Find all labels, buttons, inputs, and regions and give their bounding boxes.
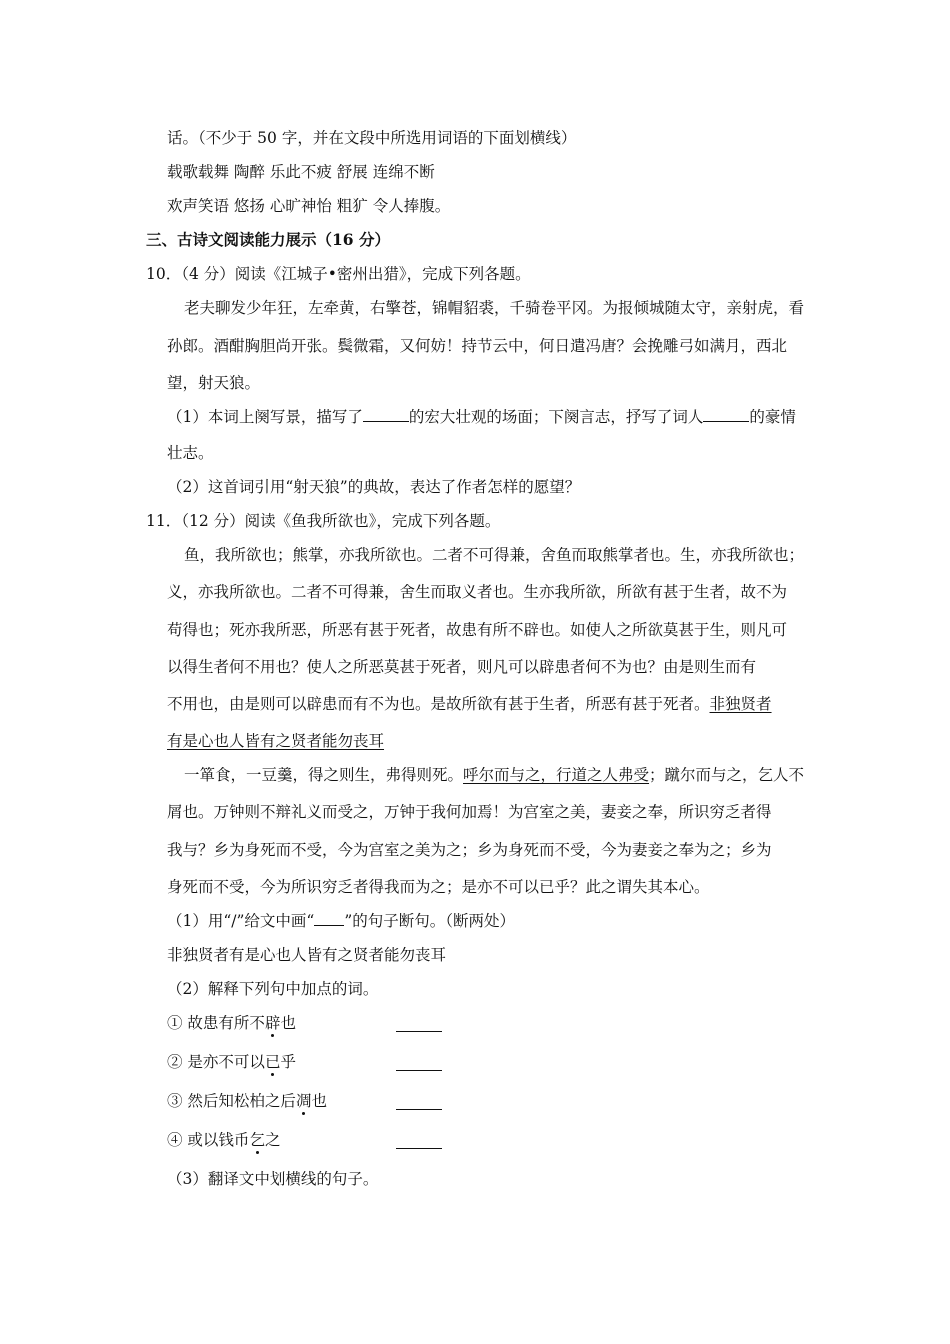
item-text: 之 [264,1131,281,1149]
q11-p2-line-1-b: ；蹴尔而与之，乞人不 [649,766,805,784]
q10-poem-line-2: 孙郎。酒酣胸胆尚开张。鬓微霜，又何妨！持节云中，何日遣冯唐？会挽雕弓如满月，西北 [167,337,788,355]
q11-sub1-part-a: （1）用“/”给文中画“ [167,912,315,930]
q11-header: 11．（12 分）阅读《鱼我所欲也》，完成下列各题。 [146,512,501,530]
q11-item-3 [167,1091,327,1111]
q11-p1-line-3: 苟得也；死亦我所恶，所恶有甚于死者，故患有所不辟也。如使人之所欲莫甚于生，则凡可 [167,621,788,639]
item-text: ③ 然后知松柏之后 [167,1092,296,1110]
q11-item-4 [167,1130,280,1150]
q10-sub1-part-a: （1）本词上阕写景，描写了 [167,408,363,426]
answer-blank[interactable] [396,1069,442,1071]
dotted-word: 凋 [295,1092,312,1110]
q10-header: 10．（4 分）阅读《江城子•密州出猎》，完成下列各题。 [146,265,531,283]
item-text: 乎 [280,1053,296,1071]
q11-p1-line-5-text: 不用也，由是则可以辟患而有不为也。是故所欲有甚于生者，所恶有甚于死者。 [167,695,710,713]
item-text: ② 是亦不可以 [167,1053,265,1071]
q11-p1-line-1: 鱼，我所欲也；熊掌，亦我所欲也。二者不可得兼，舍鱼而取熊掌者也。生，亦我所欲也； [184,546,805,564]
dotted-word: 已 [264,1053,281,1071]
intro-word-list-2: 欢声笑语 悠扬 心旷神怡 粗犷 令人捧腹。 [167,197,451,215]
q11-p2-line-2: 屑也。万钟则不辩礼义而受之，万钟于我何加焉！为宫室之美，妻妾之奉，所识穷乏者得 [167,803,772,821]
q10-poem-line-1: 老夫聊发少年狂，左牵黄，右擎苍，锦帽貂裘，千骑卷平冈。为报倾城随太守，亲射虎，看 [184,299,805,317]
q11-sub1 [167,911,515,931]
q11-p1-line-2: 义，亦我所欲也。二者不可得兼，舍生而取义者也。生亦我所欲，所欲有甚于生者，故不为 [167,583,788,601]
q11-p2-line-3: 我与？乡为身死而不受，今为宫室之美为之；乡为身死而不受，今为妻妾之奉为之；乡为 [167,841,772,859]
intro-line-1: 话。（不少于 50 字，并在文段中所选用词语的下面划横线） [167,129,577,147]
section-3-title: 三、古诗文阅读能力展示（16 分） [146,230,390,249]
q11-sub1-part-b: ”的句子断句。（断两处） [344,912,516,930]
item-text: 也 [311,1092,327,1110]
item-text: ④ 或以钱币 [167,1131,250,1149]
q10-sub1-part-c: 的豪情 [749,408,796,426]
item-text: ① 故患有所不 [167,1014,265,1032]
q11-p2-line-4: 身死而不受，今为所识穷乏者得我而为之；是亦不可以已乎？此之谓失其本心。 [167,878,710,896]
q11-sub3: （3）翻译文中划横线的句子。 [167,1170,379,1188]
q11-p2-line-1 [184,765,804,785]
answer-blank[interactable] [703,407,749,422]
answer-blank[interactable] [363,407,409,422]
underlined-sentence-cont: 有是心也人皆有之贤者能勿丧耳 [167,732,385,750]
answer-blank[interactable] [396,1108,442,1110]
q10-sub1-part-b: 的宏大壮观的场面；下阕言志，抒写了词人 [408,408,704,426]
intro-word-list-1: 载歌载舞 陶醉 乐此不疲 舒展 连绵不断 [167,163,435,181]
q11-sub2: （2）解释下列句中加点的词。 [167,980,379,998]
q10-sub2: （2）这首词引用“射天狼”的典故，表达了作者怎样的愿望？ [167,478,581,496]
underlined-sentence: 非独贤者 [709,695,772,713]
q11-item-2 [167,1052,296,1072]
q10-poem-line-3: 望，射天狼。 [167,374,261,392]
q11-p1-line-4: 以得生者何不用也？使人之所恶莫甚于死者，则凡可以辟患者何不为也？由是则生而有 [167,658,757,676]
q11-item-1 [167,1013,296,1033]
underline-sample [314,911,344,926]
q11-p1-line-5 [167,694,772,714]
dotted-word: 辟 [264,1014,281,1032]
q11-p2-line-1-a: 一箪食，一豆羹，得之则生，弗得则死。 [184,766,464,784]
q11-sub1-sentence: 非独贤者有是心也人皆有之贤者能勿丧耳 [167,946,447,964]
answer-blank[interactable] [396,1147,442,1149]
underlined-sentence: 呼尔而与之，行道之人弗受 [463,766,650,784]
q10-sub1 [167,407,796,427]
answer-blank[interactable] [396,1030,442,1032]
q10-sub1-cont: 壮志。 [167,444,214,462]
item-text: 也 [280,1014,296,1032]
dotted-word: 乞 [249,1131,265,1149]
